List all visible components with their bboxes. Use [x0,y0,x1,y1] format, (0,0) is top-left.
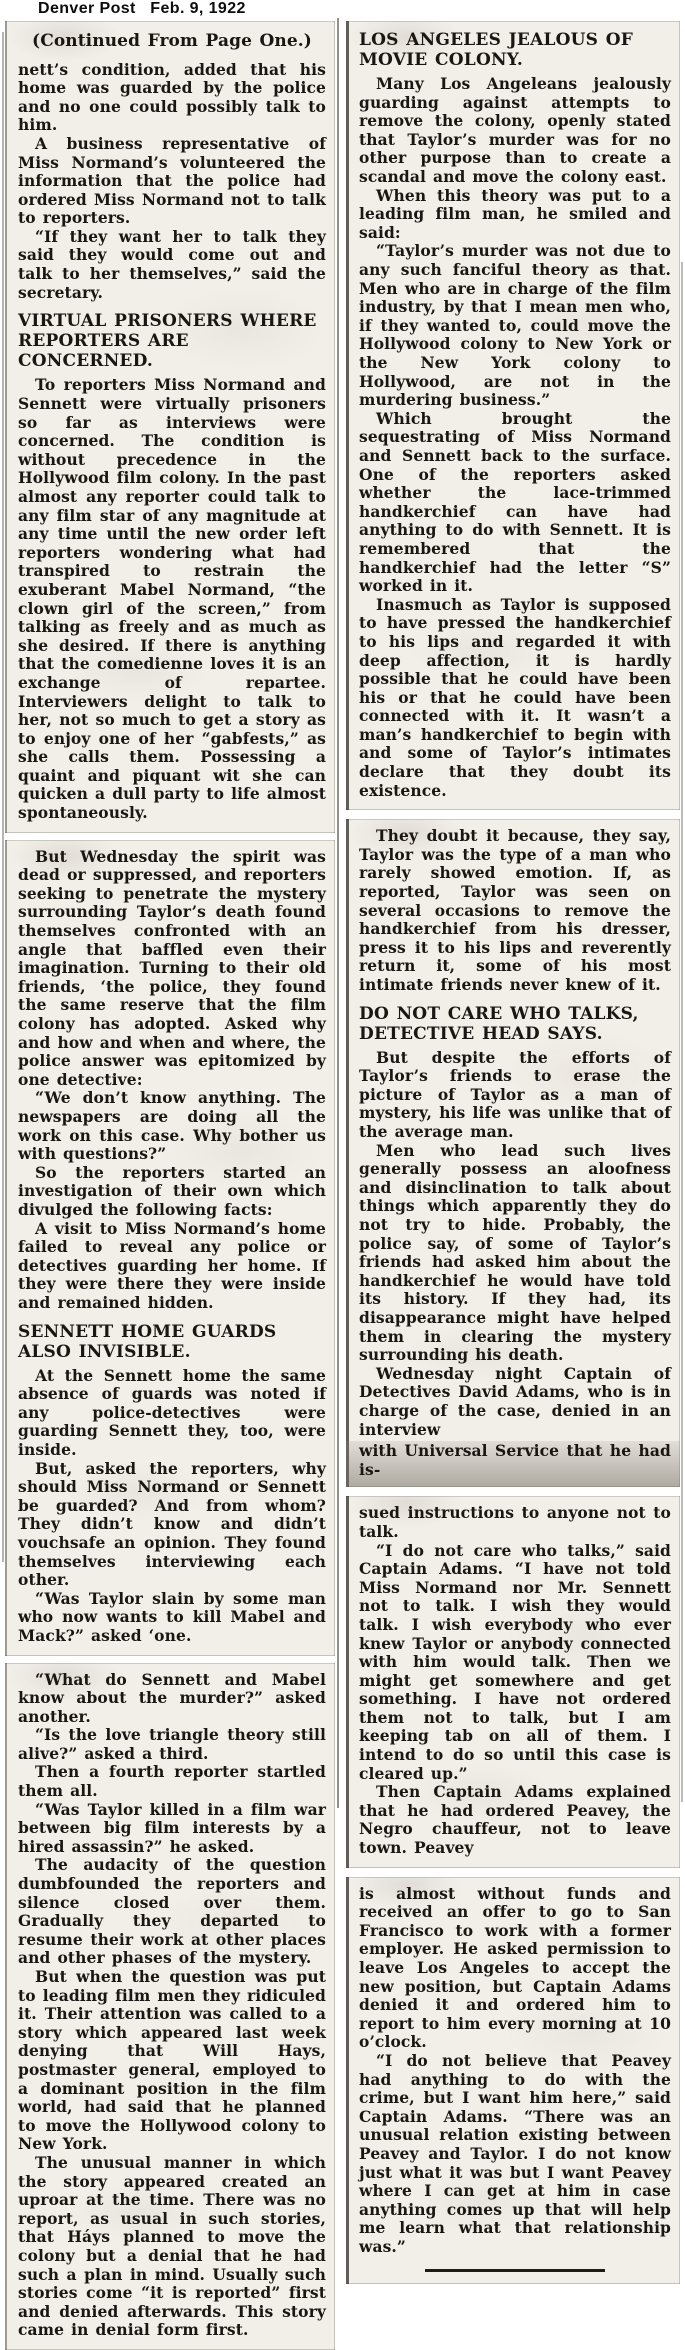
clipping-piece [5,840,335,1656]
paragraph: So the reporters started an investigation of their own which divulged the following facts: [18,1162,326,1219]
clipping-piece [346,819,680,1487]
scan-edge-middle [337,18,339,1808]
paragraph: A business representative of Miss Normand’s volunteered the information that the police had ordered Miss Normand not to talk to reporters. [18,133,326,228]
clipping-piece [346,1877,680,2284]
paragraph: “Taylor’s murder was not due to any such fanciful theory as that. Men who are in charge of the film industry, by that I mean men who, if they wanted to, could move the Hollywood colony to New York or the New York colony to Hollywood, are not in the murdering business.” [359,241,671,410]
clipping-piece [346,1496,680,1867]
continued-from-header: (Continued From Page One.) [32,31,312,51]
paragraph: But, asked the reporters, why should Miss Normand or Sennett be guarded? And from whom? They didn’t know and didn’t vouchsafe an opinion. They found themselves interviewing each other. [18,1458,326,1590]
section-subhead: SENNETT HOME GUARDS ALSO INVISIBLE. [18,1321,277,1362]
paragraph-continuation: is almost without funds and received an offer to go to San Francisco to work with a former employer. He asked permission to leave Los Angeles to accept the new position, but Captain Adams denied it and ordered him to report to him every morning at 10 o’clock. [359,1883,671,2052]
paragraph: Then a fourth reporter startled them all. [18,1762,326,1801]
paragraph: Inasmuch as Taylor is supposed to have pressed the handkerchief to his lips and regarded it with deep affection, it is hardly possible that he could have been his or that he could have been connected with it. It wasn’t a man’s handkerchief to begin with and some of Taylor’s intimates declare that they doubt its existence. [359,594,671,800]
paragraph: But despite the efforts of Taylor’s friends to erase the picture of Taylor as a man of mystery, his life was unlike that of the average man. [359,1047,671,1142]
paragraph: The audacity of the question dumbfounded the reporters and silence closed over them. Gradually they departed to resume their work at other places and other phases of the mystery. [18,1855,326,1968]
paragraph: “If they want her to talk they said they would come out and talk to her themselves,” said the secretary. [18,226,326,302]
paragraph-continuation-shaded: with Universal Service that he had is- [346,1441,680,1487]
paragraph: When this theory was put to a leading film man, he smiled and said: [359,185,671,242]
paragraph: Many Los Angeleans jealously guarding against attempts to remove the colony, openly stated that Taylor’s murder was for no other purpose than to create a scandal and move the colony east. [359,74,671,187]
article-columns [5,21,681,2350]
section-subhead: LOS ANGELES JEALOUS OF MOVIE COLONY. [359,30,634,71]
clipping-piece [5,21,335,833]
clipping-date-annotation: Denver Post Feb. 9, 1922 [38,0,246,17]
paragraph: Wednesday night Captain of Detectives David Adams, who is in charge of the case, denied in an interview [359,1363,671,1439]
paragraph: But when the question was put to leading film men they ridiculed it. Their attention was called to a story which appeared last week denying that Will Hays, postmaster general, employed to a dominant position in the film world, had said that he planned to move the Hollywood colony to New York. [18,1967,326,2154]
clipping-piece [346,21,680,810]
scan-edge-left [2,32,4,1562]
paragraph: “I do not believe that Peavey had anything to do with the crime, but I want him here,” said Captain Adams. “There was an unusual relation existing between Peavey and Taylor. I do not know just what it was but I want Peavey where I can get at him in case anything comes up that will help me learn what that relationship was.” [359,2050,671,2256]
paragraph: At the Sennett home the same absence of guards was noted if any police-detectives were guarding Sennett they, too, were inside. [18,1365,326,1459]
paragraph: The unusual manner in which the story appeared created an uproar at the time. There was no report, as usual in such stories, that Háys planned to move the colony but a denial that he had such a plan in mind. Usually such stories come “it is reported” first and denied afterwards. This story came in denial form first. [18,2152,326,2340]
section-subhead: VIRTUAL PRISONERS WHERE REPORTERS ARE CONCERNED. [18,311,317,372]
left-column [5,21,335,2350]
paragraph: They doubt it because, they say, Taylor was the type of a man who rarely showed emotion. If, as reported, Taylor was seen on several occasions to remove the handkerchief from his dresser, press it to his lips and reverently return it, some of his most intimate friends never knew of it. [359,826,671,994]
paragraph: A visit to Miss Normand’s home failed to reveal any police or detectives guarding her home. If they were there they were inside and remained hidden. [18,1218,326,1312]
article-end-rule [425,2269,606,2272]
paragraph: Then Captain Adams explained that he had ordered Peavey, the Negro chauffeur, not to leave town. Peavey [359,1782,671,1858]
paragraph: Which brought the sequestrating of Miss Normand and Sennett back to the surface. One of the reporters asked whether the lace-trimmed handkerchief can have had anything to do with Sennett. It is remembered that the handkerchief had the letter “S” worked in it. [359,408,671,596]
paragraph-continuation: sued instructions to anyone not to talk. [359,1503,671,1541]
paragraph: To reporters Miss Normand and Sennett were virtually prisoners so far as interviews were concerned. The condition is without precedence in the Hollywood film colony. In the past almost any reporter could talk to any film star of any magnitude at any time until the new order left reporters wondering what had transpired to restrain the exuberant Mabel Normand, “the clown girl of the screen,” from talking as freely and as much as she desired. If there is anything that the comedienne loves it is an exchange of repartee. Interviewers delight to talk to her, not so much to get a story as to enjoy one of her “gabfests,” as she calls them. Possessing a quaint and piquant wit she can quicken a dull party to life almost spontaneously. [18,375,326,823]
paragraph: Men who lead such lives generally possess an aloofness and disinclination to talk about things which apparently they do not try to hide. Probably, the police say, of some of Taylor’s friends had asked him about the handkerchief he would have told its history. If they had, its disappearance might have helped them in clearing the mystery surrounding his death. [359,1140,671,1365]
right-column [346,21,680,2284]
scan-edge-right [681,262,683,1802]
paragraph: But Wednesday the spirit was dead or suppressed, and reporters seeking to penetrate the mystery surrounding Taylor’s death found themselves confronted with an angle that baffled even their imagination. Turning to their old friends, ‘the police, they found the same reserve that the film colony has adopted. Asked why and how and when and where, the police answer was epitomized by one detective: [18,846,326,1089]
clipping-piece [5,1663,335,2350]
paragraph: “I do not care who talks,” said Captain Adams. “I have not told Miss Normand nor Mr. Sennett not to talk. I wish they would talk. I wish everybody who ever knew Taylor or anybody connected with him would talk. Then we might get somewhere and get something. I have not ordered them not to talk, but I am keeping tab on all of them. I intend to do so until this case is cleared up.” [359,1540,671,1783]
section-subhead: DO NOT CARE WHO TALKS, DETECTIVE HEAD SAYS. [359,1003,639,1044]
paragraph: “Is the love triangle theory still alive?” asked a third. [18,1725,326,1763]
paragraph-continuation: nett’s condition, added that his home was guarded by the police and no one could possibly talk to him. [18,59,326,135]
paragraph: “We don’t know anything. The newspapers are doing all the work on this case. Why bother us with questions?” [18,1088,326,1164]
paragraph: “Was Taylor slain by some man who now wants to kill Mabel and Mack?” asked ‘one. [18,1588,326,1645]
paragraph: “Was Taylor killed in a film war between big film interests by a hired assassin?” he asked. [18,1799,326,1856]
paragraph: “What do Sennett and Mabel know about the murder?” asked another. [18,1669,326,1726]
